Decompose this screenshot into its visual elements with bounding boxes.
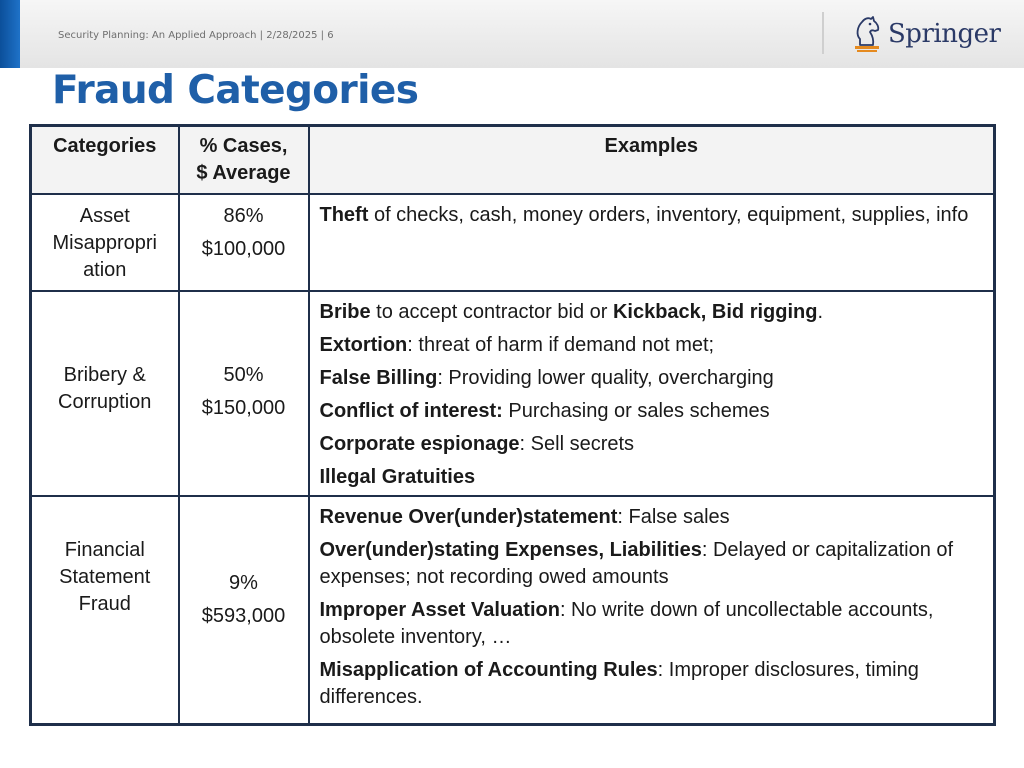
example-line bbox=[320, 537, 984, 591]
example-text: : Improper disclosures, timing differences. bbox=[319, 658, 919, 708]
example-text: : threat of harm if demand not met; bbox=[407, 333, 715, 356]
example-line bbox=[320, 504, 984, 531]
average-loss: $100,000 bbox=[201, 237, 286, 260]
example-term: Misapplication of Accounting Rules bbox=[319, 658, 658, 681]
percent-cases: 50% bbox=[223, 363, 264, 386]
example-term: Illegal Gratuities bbox=[319, 465, 476, 488]
header-bar bbox=[0, 0, 1024, 68]
percent-cases: 9% bbox=[229, 571, 258, 594]
stat-cell bbox=[179, 291, 309, 496]
example-text: : No write down of uncollectable accounts, obsolete inventory, … bbox=[319, 598, 934, 648]
average-loss: $593,000 bbox=[201, 604, 286, 627]
example-line bbox=[320, 299, 984, 326]
example-text: . bbox=[817, 300, 824, 323]
example-term: Extortion bbox=[319, 333, 408, 356]
example-term: Revenue Over(under)statement bbox=[319, 505, 618, 528]
example-term: Improper Asset Valuation bbox=[319, 598, 560, 621]
example-line bbox=[320, 657, 984, 711]
header-examples: Examples bbox=[309, 126, 995, 194]
example-line bbox=[320, 464, 984, 491]
page-title: Fraud Categories bbox=[52, 68, 419, 113]
table-row bbox=[31, 291, 995, 496]
category-cell: Bribery & Corruption bbox=[31, 291, 179, 496]
example-text: : Sell secrets bbox=[519, 432, 635, 455]
examples-cell bbox=[309, 194, 995, 291]
example-term: Kickback, Bid rigging bbox=[612, 300, 818, 323]
accent-strip bbox=[0, 0, 20, 68]
example-line bbox=[320, 202, 984, 229]
example-term: Over(under)stating Expenses, Liabilities bbox=[319, 538, 702, 561]
table-row bbox=[31, 496, 995, 725]
examples-cell bbox=[309, 291, 995, 496]
stat-cell bbox=[179, 496, 309, 725]
springer-logo bbox=[852, 14, 1000, 54]
example-term: Corporate espionage bbox=[319, 432, 520, 455]
example-text: to accept contractor bid or bbox=[370, 300, 613, 323]
category-cell: Asset Misappropri ation bbox=[31, 194, 179, 291]
category-cell: Financial Statement Fraud bbox=[31, 496, 179, 725]
header-divider bbox=[822, 12, 824, 54]
fraud-table bbox=[29, 124, 996, 726]
example-text: : False sales bbox=[617, 505, 730, 528]
stat-cell bbox=[179, 194, 309, 291]
logo-text: Springer bbox=[888, 19, 1001, 49]
example-term: False Billing bbox=[319, 366, 438, 389]
example-line bbox=[320, 365, 984, 392]
header-cases-average: % Cases, $ Average bbox=[179, 126, 309, 194]
header-categories: Categories bbox=[31, 126, 179, 194]
table-header-row bbox=[31, 126, 995, 194]
springer-horse-chess-icon bbox=[852, 15, 882, 53]
example-line bbox=[320, 431, 984, 458]
example-line bbox=[320, 332, 984, 359]
example-text: : Providing lower quality, overcharging bbox=[437, 366, 774, 389]
average-loss: $150,000 bbox=[201, 396, 286, 419]
example-term: Bribe bbox=[319, 300, 371, 323]
table-row bbox=[31, 194, 995, 291]
example-term: Theft bbox=[319, 203, 369, 226]
example-text: : Delayed or capitalization of expenses; not recording owed amounts bbox=[319, 538, 954, 588]
example-text: Purchasing or sales schemes bbox=[502, 399, 770, 422]
percent-cases: 86% bbox=[223, 204, 264, 227]
example-line bbox=[320, 398, 984, 425]
example-text: of checks, cash, money orders, inventory, equipment, supplies, info bbox=[368, 203, 969, 226]
example-term: Conflict of interest: bbox=[319, 399, 503, 422]
footer-text: Security Planning: An Applied Approach | 2/28/2025 | 6 bbox=[58, 30, 334, 41]
examples-cell bbox=[309, 496, 995, 725]
example-line bbox=[320, 597, 984, 651]
